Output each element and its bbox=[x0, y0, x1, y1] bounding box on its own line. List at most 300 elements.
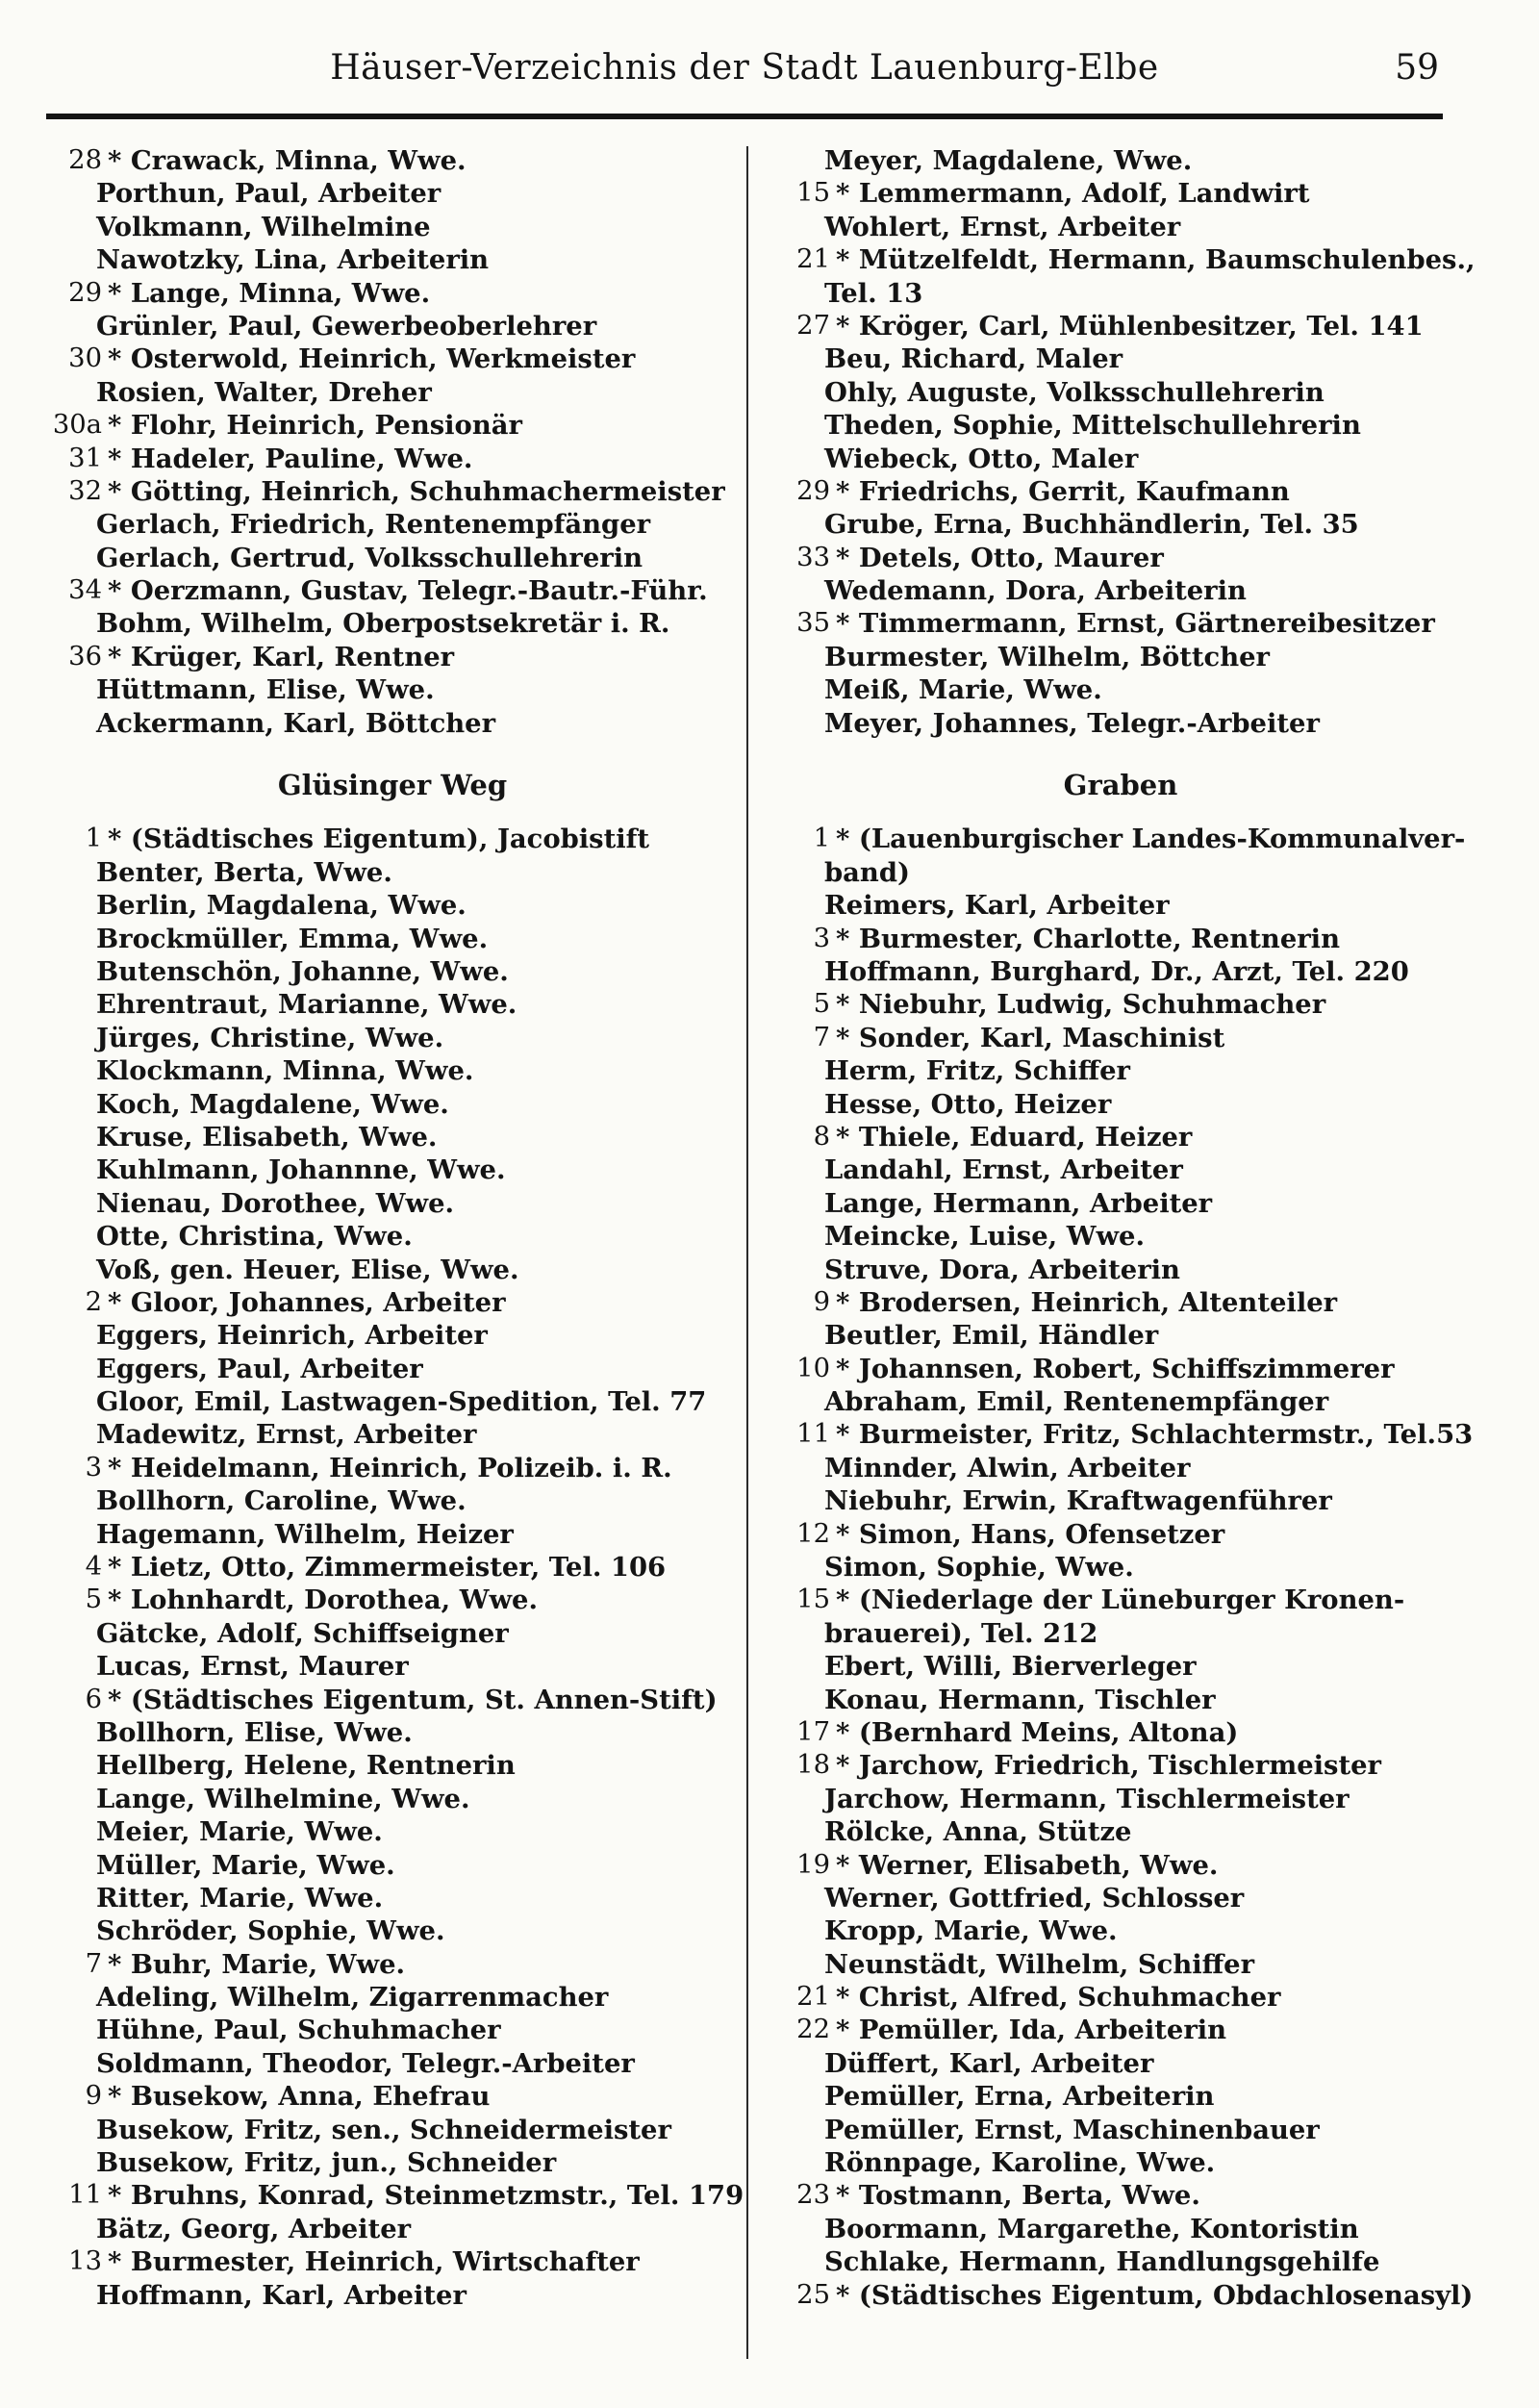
right-column bbox=[774, 144, 1476, 2312]
house-number: 4 bbox=[85, 1552, 102, 1583]
resident-text: * Tostmann, Berta, Wwe. bbox=[836, 2180, 1200, 2212]
house-number: 19 bbox=[796, 1849, 830, 1880]
directory-entry bbox=[774, 1121, 1467, 1153]
resident-text: Pemüller, Ernst, Maschinenbauer bbox=[824, 2114, 1320, 2145]
resident-text: Butenschön, Johanne, Wwe. bbox=[96, 955, 509, 987]
house-number: 30a bbox=[52, 410, 102, 441]
directory-entry bbox=[774, 607, 1467, 640]
directory-entry bbox=[46, 889, 739, 922]
directory-entry bbox=[46, 1948, 739, 1981]
directory-entry bbox=[774, 443, 1467, 475]
directory-entry bbox=[46, 277, 739, 310]
resident-text: Kruse, Elisabeth, Wwe. bbox=[96, 1121, 438, 1153]
resident-text: * Burmeister, Fritz, Schlachtermstr., Tel.53 bbox=[836, 1419, 1474, 1451]
directory-entry bbox=[46, 1088, 739, 1121]
resident-text: Wiebeck, Otto, Maler bbox=[824, 443, 1139, 474]
resident-text: Struve, Dora, Arbeiterin bbox=[824, 1254, 1180, 1285]
directory-entry bbox=[46, 1617, 739, 1650]
directory-entry bbox=[774, 889, 1467, 922]
resident-text: Ehrentraut, Marianne, Wwe. bbox=[96, 989, 517, 1021]
house-number: 2 bbox=[85, 1286, 102, 1317]
directory-entry bbox=[774, 1220, 1467, 1253]
directory-entry bbox=[46, 1551, 739, 1584]
directory-entry bbox=[46, 1121, 739, 1153]
resident-text: * Busekow, Anna, Ehefrau bbox=[108, 2081, 491, 2113]
resident-text: Gerlach, Gertrud, Volksschullehrerin bbox=[96, 542, 643, 573]
house-number: 35 bbox=[796, 608, 830, 639]
resident-text: Gerlach, Friedrich, Rentenempfänger bbox=[96, 509, 651, 541]
resident-text: Madewitz, Ernst, Arbeiter bbox=[96, 1419, 477, 1451]
resident-text: Kropp, Marie, Wwe. bbox=[824, 1915, 1118, 1947]
resident-text: Lange, Hermann, Arbeiter bbox=[824, 1187, 1213, 1219]
directory-entry bbox=[774, 1749, 1467, 1782]
house-number: 6 bbox=[85, 1684, 102, 1714]
house-number: 15 bbox=[796, 1584, 830, 1615]
directory-entry bbox=[46, 1684, 739, 1716]
resident-text: * Gloor, Johannes, Arbeiter bbox=[108, 1286, 506, 1318]
page-number: 59 bbox=[1395, 48, 1439, 88]
directory-entry bbox=[46, 475, 739, 508]
directory-entry bbox=[774, 2047, 1467, 2080]
house-number: 5 bbox=[813, 989, 830, 1020]
directory-entry bbox=[774, 641, 1467, 673]
directory-entry bbox=[46, 673, 739, 706]
directory-entry bbox=[46, 1353, 739, 1385]
house-number: 23 bbox=[796, 2180, 830, 2211]
resident-text: Busekow, Fritz, sen., Schneidermeister bbox=[96, 2114, 671, 2145]
directory-entry bbox=[774, 1684, 1467, 1716]
directory-entry bbox=[46, 856, 739, 889]
resident-text: * Thiele, Eduard, Heizer bbox=[836, 1121, 1193, 1153]
directory-entry bbox=[46, 310, 739, 342]
house-number: 3 bbox=[85, 1452, 102, 1483]
resident-text: Theden, Sophie, Mittelschullehrerin bbox=[824, 410, 1361, 442]
directory-entry bbox=[46, 607, 739, 640]
directory-entry bbox=[46, 211, 739, 243]
resident-text: Neunstädt, Wilhelm, Schiffer bbox=[824, 1948, 1254, 1980]
directory-entry bbox=[774, 2080, 1467, 2113]
resident-text: Brockmüller, Emma, Wwe. bbox=[96, 923, 489, 954]
house-number: 32 bbox=[68, 475, 102, 506]
resident-text: * Jarchow, Friedrich, Tischlermeister bbox=[836, 1750, 1381, 1782]
resident-text: Jürges, Christine, Wwe. bbox=[96, 1022, 444, 1053]
directory-entry bbox=[774, 988, 1467, 1021]
resident-text: * (Bernhard Meins, Altona) bbox=[836, 1716, 1239, 1748]
resident-text: * Götting, Heinrich, Schuhmachermeister bbox=[108, 475, 725, 507]
resident-text: Grünler, Paul, Gewerbeoberlehrer bbox=[96, 310, 597, 342]
directory-entry bbox=[46, 443, 739, 475]
directory-entry bbox=[46, 955, 739, 988]
directory-entry bbox=[774, 2146, 1467, 2179]
directory-entry bbox=[774, 409, 1467, 442]
resident-text: Volkmann, Wilhelmine bbox=[96, 211, 431, 242]
resident-text: * Niebuhr, Ludwig, Schuhmacher bbox=[836, 989, 1326, 1021]
directory-entry bbox=[774, 376, 1467, 409]
directory-entry bbox=[46, 1815, 739, 1848]
house-number: 7 bbox=[85, 1948, 102, 1979]
house-number: 28 bbox=[68, 145, 102, 175]
directory-entry bbox=[46, 1452, 739, 1484]
resident-text: Schlake, Hermann, Handlungsgehilfe bbox=[824, 2246, 1380, 2278]
resident-text: Hagemann, Wilhelm, Heizer bbox=[96, 1518, 514, 1550]
resident-text: Hesse, Otto, Heizer bbox=[824, 1088, 1112, 1120]
resident-text: Bohm, Wilhelm, Oberpostsekretär i. R. bbox=[96, 608, 670, 640]
resident-text: Wohlert, Ernst, Arbeiter bbox=[824, 211, 1181, 242]
directory-entry bbox=[46, 1849, 739, 1882]
resident-text: Eggers, Heinrich, Arbeiter bbox=[96, 1320, 488, 1352]
directory-entry bbox=[774, 823, 1467, 855]
directory-entry bbox=[774, 1385, 1467, 1418]
house-number: 11 bbox=[796, 1419, 830, 1450]
house-number: 8 bbox=[813, 1121, 830, 1152]
directory-entry bbox=[46, 1319, 739, 1352]
resident-text: Lucas, Ernst, Maurer bbox=[96, 1651, 409, 1683]
resident-text: * Brodersen, Heinrich, Altenteiler bbox=[836, 1286, 1338, 1318]
directory-entry bbox=[46, 988, 739, 1021]
directory-entry bbox=[46, 2014, 739, 2046]
directory-entry bbox=[46, 1054, 739, 1087]
directory-entry bbox=[774, 243, 1476, 276]
header-rule bbox=[46, 114, 1443, 119]
resident-text: Hoffmann, Burghard, Dr., Arzt, Tel. 220 bbox=[824, 955, 1409, 987]
resident-text: Benter, Berta, Wwe. bbox=[96, 856, 392, 888]
directory-entry bbox=[774, 1584, 1467, 1616]
directory-entry bbox=[774, 1948, 1467, 1981]
resident-text: * (Städtisches Eigentum, St. Annen-Stift) bbox=[108, 1684, 718, 1715]
directory-entry bbox=[774, 1418, 1474, 1451]
resident-text: * Flohr, Heinrich, Pensionär bbox=[108, 410, 522, 442]
resident-text: Ebert, Willi, Bierverleger bbox=[824, 1651, 1197, 1683]
directory-entry bbox=[774, 1254, 1467, 1286]
resident-text: * Lemmermann, Adolf, Landwirt bbox=[836, 178, 1310, 210]
resident-text: Rönnpage, Karoline, Wwe. bbox=[824, 2147, 1216, 2179]
directory-entry bbox=[774, 955, 1467, 988]
resident-text: * Pemüller, Ida, Arbeiterin bbox=[836, 2015, 1227, 2046]
directory-entry bbox=[774, 673, 1467, 706]
house-number: 21 bbox=[796, 244, 830, 275]
resident-text: Herm, Fritz, Schiffer bbox=[824, 1055, 1130, 1087]
directory-entry bbox=[774, 2014, 1467, 2046]
resident-text: * Kröger, Carl, Mühlenbesitzer, Tel. 141 bbox=[836, 310, 1424, 342]
resident-text: * Osterwold, Heinrich, Werkmeister bbox=[108, 343, 636, 375]
resident-text: Hellberg, Helene, Rentnerin bbox=[96, 1750, 516, 1782]
resident-text: Müller, Marie, Wwe. bbox=[96, 1849, 395, 1881]
directory-entry bbox=[774, 1286, 1467, 1319]
resident-text: Bollhorn, Caroline, Wwe. bbox=[96, 1485, 467, 1517]
directory-entry bbox=[46, 342, 739, 375]
resident-text: Burmester, Wilhelm, Böttcher bbox=[824, 641, 1270, 672]
directory-entry bbox=[774, 1022, 1467, 1054]
resident-text: Gätcke, Adolf, Schiffseigner bbox=[96, 1617, 509, 1649]
directory-entry bbox=[46, 1518, 739, 1551]
resident-text: Rosien, Walter, Dreher bbox=[96, 376, 432, 408]
directory-entry bbox=[46, 1187, 739, 1220]
resident-text: * (Städtisches Eigentum, Obdachlosenasyl) bbox=[836, 2279, 1474, 2311]
house-number: 17 bbox=[796, 1716, 830, 1747]
resident-text: Eggers, Paul, Arbeiter bbox=[96, 1353, 423, 1384]
house-number: 30 bbox=[68, 343, 102, 374]
directory-entry bbox=[774, 2114, 1467, 2146]
street-name: Graben bbox=[1063, 769, 1178, 802]
resident-text: Meier, Marie, Wwe. bbox=[96, 1816, 383, 1848]
directory-entry bbox=[46, 641, 739, 673]
directory-entry bbox=[774, 2245, 1467, 2278]
resident-text: Werner, Gottfried, Schlosser bbox=[824, 1882, 1245, 1914]
directory-entry bbox=[774, 2213, 1467, 2245]
resident-text: Boormann, Margarethe, Kontoristin bbox=[824, 2213, 1359, 2244]
resident-text: Meincke, Luise, Wwe. bbox=[824, 1221, 1146, 1253]
house-number: 9 bbox=[85, 2081, 102, 2112]
resident-text: Rölcke, Anna, Stütze bbox=[824, 1816, 1132, 1848]
resident-text: Abraham, Emil, Rentenempfänger bbox=[824, 1386, 1329, 1418]
directory-entry bbox=[774, 2179, 1467, 2212]
resident-text: Bätz, Georg, Arbeiter bbox=[96, 2213, 412, 2244]
resident-text: * Simon, Hans, Ofensetzer bbox=[836, 1518, 1225, 1550]
directory-entry bbox=[46, 923, 739, 955]
column-divider bbox=[746, 146, 748, 2359]
resident-text: Niebuhr, Erwin, Kraftwagenführer bbox=[824, 1485, 1332, 1517]
directory-entry bbox=[774, 856, 1467, 889]
directory-entry bbox=[774, 1617, 1467, 1650]
house-number: 3 bbox=[813, 923, 830, 953]
house-number: 9 bbox=[813, 1286, 830, 1317]
resident-text: Ohly, Auguste, Volksschullehrerin bbox=[824, 376, 1325, 408]
resident-text: * Bruhns, Konrad, Steinmetzmstr., Tel. 179 bbox=[108, 2180, 744, 2212]
directory-entry bbox=[774, 342, 1467, 375]
directory-entry bbox=[46, 823, 739, 855]
resident-text: * (Lauenburgischer Landes-Kommunalver- bbox=[836, 824, 1466, 855]
resident-text: * Lietz, Otto, Zimmermeister, Tel. 106 bbox=[108, 1552, 667, 1584]
directory-entry bbox=[774, 1716, 1467, 1749]
directory-entry bbox=[46, 1650, 739, 1683]
resident-text: brauerei), Tel. 212 bbox=[824, 1617, 1098, 1649]
directory-entry bbox=[46, 1783, 739, 1815]
resident-text: * Mützelfeldt, Hermann, Baumschulenbes., bbox=[836, 244, 1476, 276]
resident-text: Meyer, Johannes, Telegr.-Arbeiter bbox=[824, 707, 1320, 739]
directory-entry bbox=[774, 1054, 1467, 1087]
resident-text: Gloor, Emil, Lastwagen-Spedition, Tel. 77 bbox=[96, 1386, 707, 1418]
directory-entry bbox=[46, 1584, 739, 1616]
resident-text: * Johannsen, Robert, Schiffszimmerer bbox=[836, 1353, 1395, 1384]
resident-text: Ackermann, Karl, Böttcher bbox=[96, 707, 496, 739]
directory-entry bbox=[774, 1518, 1467, 1551]
directory-entry bbox=[46, 1882, 739, 1914]
directory-entry bbox=[774, 1650, 1467, 1683]
directory-entry bbox=[46, 1484, 739, 1517]
directory-entry bbox=[774, 1849, 1467, 1882]
directory-entry bbox=[46, 1022, 739, 1054]
house-number: 1 bbox=[85, 824, 102, 854]
house-number: 11 bbox=[68, 2180, 102, 2211]
house-number: 27 bbox=[796, 310, 830, 341]
resident-text: Voß, gen. Heuer, Elise, Wwe. bbox=[96, 1254, 519, 1285]
resident-text: * Hadeler, Pauline, Wwe. bbox=[108, 443, 473, 474]
resident-text: Landahl, Ernst, Arbeiter bbox=[824, 1154, 1183, 1186]
resident-text: Koch, Magdalene, Wwe. bbox=[96, 1088, 449, 1120]
directory-entry bbox=[46, 542, 739, 574]
directory-entry bbox=[774, 707, 1467, 740]
resident-text: * Friedrichs, Gerrit, Kaufmann bbox=[836, 475, 1290, 507]
directory-entry bbox=[46, 2245, 739, 2278]
house-number: 25 bbox=[796, 2279, 830, 2310]
resident-text: Lange, Wilhelmine, Wwe. bbox=[96, 1783, 470, 1814]
directory-entry bbox=[774, 1815, 1467, 1848]
house-number: 15 bbox=[796, 178, 830, 209]
house-number: 12 bbox=[796, 1518, 830, 1549]
resident-text: * (Städtisches Eigentum), Jacobistift bbox=[108, 824, 650, 855]
resident-text: * Lange, Minna, Wwe. bbox=[108, 277, 431, 309]
resident-text: Adeling, Wilhelm, Zigarrenmacher bbox=[96, 1982, 609, 2014]
house-number: 5 bbox=[85, 1584, 102, 1615]
directory-entry bbox=[46, 1153, 739, 1186]
house-number: 22 bbox=[796, 2015, 830, 2045]
resident-text: Bollhorn, Elise, Wwe. bbox=[96, 1716, 413, 1748]
directory-entry bbox=[774, 1187, 1467, 1220]
directory-entry bbox=[46, 2047, 739, 2080]
resident-text: * Crawack, Minna, Wwe. bbox=[108, 145, 467, 176]
resident-text: Porthun, Paul, Arbeiter bbox=[96, 178, 442, 210]
directory-entry bbox=[46, 1286, 739, 1319]
resident-text: Hühne, Paul, Schuhmacher bbox=[96, 2015, 501, 2046]
directory-entry bbox=[46, 1981, 739, 2014]
directory-entry bbox=[46, 2146, 739, 2179]
resident-text: Beutler, Emil, Händler bbox=[824, 1320, 1159, 1352]
directory-entry bbox=[774, 574, 1467, 607]
resident-text: * Werner, Elisabeth, Wwe. bbox=[836, 1849, 1219, 1881]
house-number: 33 bbox=[796, 542, 830, 572]
directory-entry bbox=[774, 277, 1467, 310]
directory-entry bbox=[774, 1088, 1467, 1121]
resident-text: Nienau, Dorothee, Wwe. bbox=[96, 1187, 455, 1219]
resident-text: * Sonder, Karl, Maschinist bbox=[836, 1022, 1225, 1053]
resident-text: Meiß, Marie, Wwe. bbox=[824, 674, 1102, 706]
directory-entry bbox=[774, 923, 1467, 955]
directory-entry bbox=[774, 1551, 1467, 1584]
directory-entry bbox=[46, 508, 739, 541]
directory-entry bbox=[46, 2213, 739, 2245]
page-title: Häuser-Verzeichnis der Stadt Lauenburg-Elbe bbox=[330, 48, 1159, 88]
resident-text: band) bbox=[824, 856, 910, 888]
directory-entry bbox=[46, 2179, 744, 2212]
resident-text: * Christ, Alfred, Schuhmacher bbox=[836, 1982, 1281, 2014]
resident-text: * Burmester, Heinrich, Wirtschafter bbox=[108, 2246, 640, 2278]
resident-text: * Timmermann, Ernst, Gärtnereibesitzer bbox=[836, 608, 1435, 640]
resident-text: Nawotzky, Lina, Arbeiterin bbox=[96, 244, 490, 276]
resident-text: * Burmester, Charlotte, Rentnerin bbox=[836, 923, 1340, 954]
resident-text: Wedemann, Dora, Arbeiterin bbox=[824, 575, 1247, 607]
house-number: 7 bbox=[813, 1022, 830, 1052]
house-number: 36 bbox=[68, 641, 102, 672]
directory-entry bbox=[46, 1418, 739, 1451]
resident-text: * Oerzmann, Gustav, Telegr.-Bautr.-Führ. bbox=[108, 575, 708, 607]
section-heading bbox=[774, 769, 1467, 801]
directory-entry bbox=[774, 508, 1467, 541]
directory-entry bbox=[46, 409, 739, 442]
directory-entry bbox=[774, 1452, 1467, 1484]
directory-entry bbox=[46, 243, 739, 276]
directory-entry bbox=[774, 475, 1467, 508]
directory-entry bbox=[46, 144, 739, 177]
resident-text: * Buhr, Marie, Wwe. bbox=[108, 1948, 406, 1980]
resident-text: Reimers, Karl, Arbeiter bbox=[824, 890, 1170, 922]
directory-entry bbox=[46, 1716, 739, 1749]
directory-entry bbox=[774, 177, 1467, 210]
directory-entry bbox=[774, 1914, 1467, 1947]
house-number: 21 bbox=[796, 1982, 830, 2013]
directory-entry bbox=[774, 144, 1467, 177]
house-number: 29 bbox=[796, 475, 830, 506]
directory-entry bbox=[46, 1385, 739, 1418]
directory-entry bbox=[774, 2279, 1474, 2312]
resident-text: Otte, Christina, Wwe. bbox=[96, 1221, 413, 1253]
resident-text: Soldmann, Theodor, Telegr.-Arbeiter bbox=[96, 2047, 635, 2079]
resident-text: Ritter, Marie, Wwe. bbox=[96, 1882, 384, 1914]
directory-entry bbox=[774, 211, 1467, 243]
resident-text: Grube, Erna, Buchhändlerin, Tel. 35 bbox=[824, 509, 1359, 541]
directory-entry bbox=[46, 1220, 739, 1253]
directory-entry bbox=[46, 2080, 739, 2113]
directory-entry bbox=[46, 1254, 739, 1286]
directory-entry bbox=[774, 1353, 1467, 1385]
house-number: 13 bbox=[68, 2246, 102, 2277]
left-column bbox=[46, 144, 744, 2312]
directory-entry bbox=[774, 1783, 1467, 1815]
house-number: 18 bbox=[796, 1750, 830, 1781]
directory-entry bbox=[774, 310, 1467, 342]
resident-text: Tel. 13 bbox=[824, 277, 923, 309]
resident-text: Hüttmann, Elise, Wwe. bbox=[96, 674, 435, 706]
directory-entry bbox=[46, 2279, 739, 2312]
resident-text: Konau, Hermann, Tischler bbox=[824, 1684, 1216, 1715]
directory-entry bbox=[774, 1882, 1467, 1914]
page-header bbox=[46, 38, 1443, 108]
directory-entry bbox=[46, 1749, 739, 1782]
resident-text: Pemüller, Erna, Arbeiterin bbox=[824, 2081, 1215, 2113]
resident-text: Schröder, Sophie, Wwe. bbox=[96, 1915, 445, 1947]
directory-entry bbox=[46, 2114, 739, 2146]
house-number: 29 bbox=[68, 277, 102, 308]
directory-entry bbox=[46, 177, 739, 210]
street-name: Glüsinger Weg bbox=[277, 769, 508, 802]
resident-text: Düffert, Karl, Arbeiter bbox=[824, 2047, 1154, 2079]
house-number: 10 bbox=[796, 1353, 830, 1383]
resident-text: Beu, Richard, Maler bbox=[824, 343, 1123, 375]
directory-entry bbox=[774, 1319, 1467, 1352]
resident-text: Klockmann, Minna, Wwe. bbox=[96, 1055, 474, 1087]
house-number: 1 bbox=[813, 824, 830, 854]
resident-text: * Lohnhardt, Dorothea, Wwe. bbox=[108, 1584, 539, 1616]
resident-text: Minnder, Alwin, Arbeiter bbox=[824, 1452, 1191, 1483]
resident-text: Busekow, Fritz, jun., Schneider bbox=[96, 2147, 557, 2179]
directory-entry bbox=[46, 707, 739, 740]
resident-text: Meyer, Magdalene, Wwe. bbox=[824, 145, 1193, 176]
resident-text: * Heidelmann, Heinrich, Polizeib. i. R. bbox=[108, 1452, 672, 1483]
directory-entry bbox=[774, 1981, 1467, 2014]
resident-text: Berlin, Magdalena, Wwe. bbox=[96, 890, 467, 922]
directory-entry bbox=[46, 574, 739, 607]
house-number: 31 bbox=[68, 443, 102, 473]
resident-text: Hoffmann, Karl, Arbeiter bbox=[96, 2279, 467, 2311]
house-number: 34 bbox=[68, 575, 102, 606]
resident-text: Kuhlmann, Johannne, Wwe. bbox=[96, 1154, 506, 1186]
resident-text: * (Niederlage der Lüneburger Kronen- bbox=[836, 1584, 1405, 1616]
directory-entry bbox=[46, 376, 739, 409]
directory-entry bbox=[46, 1914, 739, 1947]
directory-entry bbox=[774, 1484, 1467, 1517]
resident-text: * Krüger, Karl, Rentner bbox=[108, 641, 455, 672]
section-heading bbox=[46, 769, 739, 801]
resident-text: Jarchow, Hermann, Tischlermeister bbox=[824, 1783, 1350, 1814]
